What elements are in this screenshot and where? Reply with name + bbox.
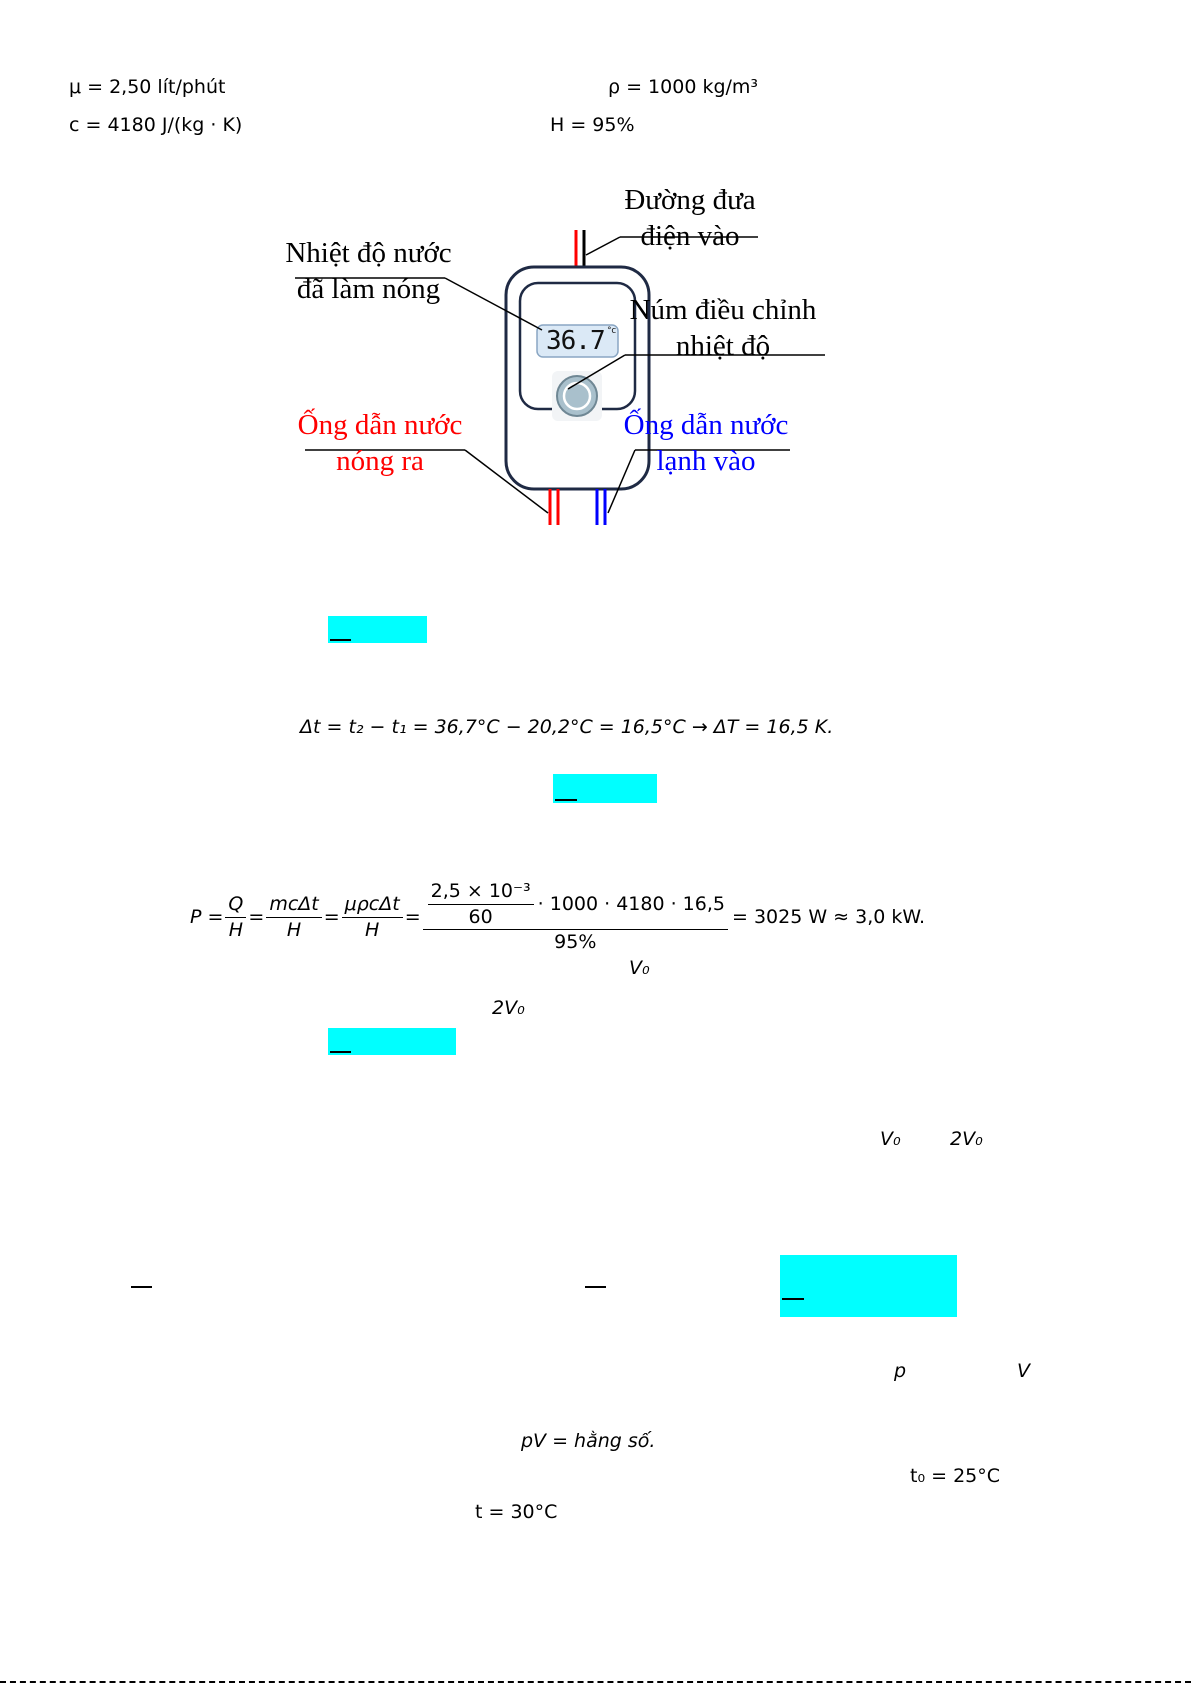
leader-power bbox=[586, 237, 620, 255]
symbol-volume: V bbox=[1017, 1360, 1030, 1382]
underline-mark bbox=[585, 1286, 606, 1288]
boyle-law-equation: pV = hằng số. bbox=[521, 1430, 656, 1452]
given-efficiency: H = 95% bbox=[550, 114, 635, 136]
water-heater-diagram bbox=[285, 184, 890, 535]
label-hot-pipe: Ống dẫn nước nóng ra bbox=[297, 409, 463, 477]
symbol-2v0: 2V₀ bbox=[492, 997, 525, 1019]
symbol-v0-second: V₀ bbox=[880, 1128, 901, 1150]
display-value: 36.7 $^{^\circ c}$ bbox=[546, 326, 616, 356]
initial-temperature: t₀ = 25°C bbox=[910, 1465, 1001, 1487]
final-temperature: t = 30°C bbox=[475, 1501, 558, 1523]
label-power-input: Đường đưa điện vào bbox=[624, 184, 756, 252]
underline-mark bbox=[330, 639, 351, 641]
given-flow-rate: μ = 2,50 lít/phút bbox=[69, 76, 226, 98]
given-density: ρ = 1000 kg/m³ bbox=[608, 76, 759, 98]
label-cold-pipe: Ống dẫn nước lạnh vào bbox=[623, 409, 789, 477]
symbol-2v0-second: 2V₀ bbox=[950, 1128, 983, 1150]
underline-mark bbox=[555, 799, 577, 801]
underline-mark bbox=[330, 1051, 351, 1053]
underline-mark bbox=[131, 1286, 152, 1288]
label-temp-knob: Núm điều chỉnh nhiệt độ bbox=[629, 294, 817, 362]
delta-t-equation: Δt = t₂ − t₁ = 36,7°C − 20,2°C = 16,5°C → ΔT = 16,5 K. bbox=[300, 716, 834, 738]
page-bottom-dashed-line bbox=[0, 1681, 1191, 1683]
underline-mark bbox=[782, 1298, 804, 1300]
power-result: = 3025 W ≈ 3,0 kW. bbox=[731, 906, 926, 928]
fraction-mc-dt-over-h: $\frac{\text{mcΔt}}{H}$ bbox=[266, 894, 321, 941]
given-specific-heat: c = 4180 J/(kg · K) bbox=[69, 114, 243, 136]
symbol-v0: V₀ bbox=[629, 957, 650, 979]
fraction-flow-conversion: $\frac{\text{2,5 × 10⁻³}}{60}$ bbox=[428, 881, 534, 928]
highlight-block bbox=[780, 1255, 957, 1317]
label-heated-water-temp: Nhiệt độ nước đã làm nóng bbox=[285, 237, 452, 305]
fraction-numeric: $\frac{\text{2,5 × 10⁻³}}{60}$ · 1000 · 4180 · 16,5 95% bbox=[423, 881, 728, 954]
power-equation: P = $\frac{Q}{H}$ = $\frac{\text{mcΔt}}{H}$ = $\frac{\text{μρcΔt}}{H}$ = $\frac{\text{2,5 × 10⁻³}}{60}$ · 1000 · 4180 · 16,5 95% = 3025 W ≈ 3,0 kW. bbox=[190, 879, 926, 954]
fraction-mu-rho-c-dt-over-h: $\frac{\text{μρcΔt}}{H}$ bbox=[342, 894, 403, 941]
fraction-q-over-h: $\frac{Q}{H}$ bbox=[225, 894, 246, 941]
symbol-p: p bbox=[894, 1360, 907, 1382]
power-lhs: P = bbox=[190, 906, 224, 928]
